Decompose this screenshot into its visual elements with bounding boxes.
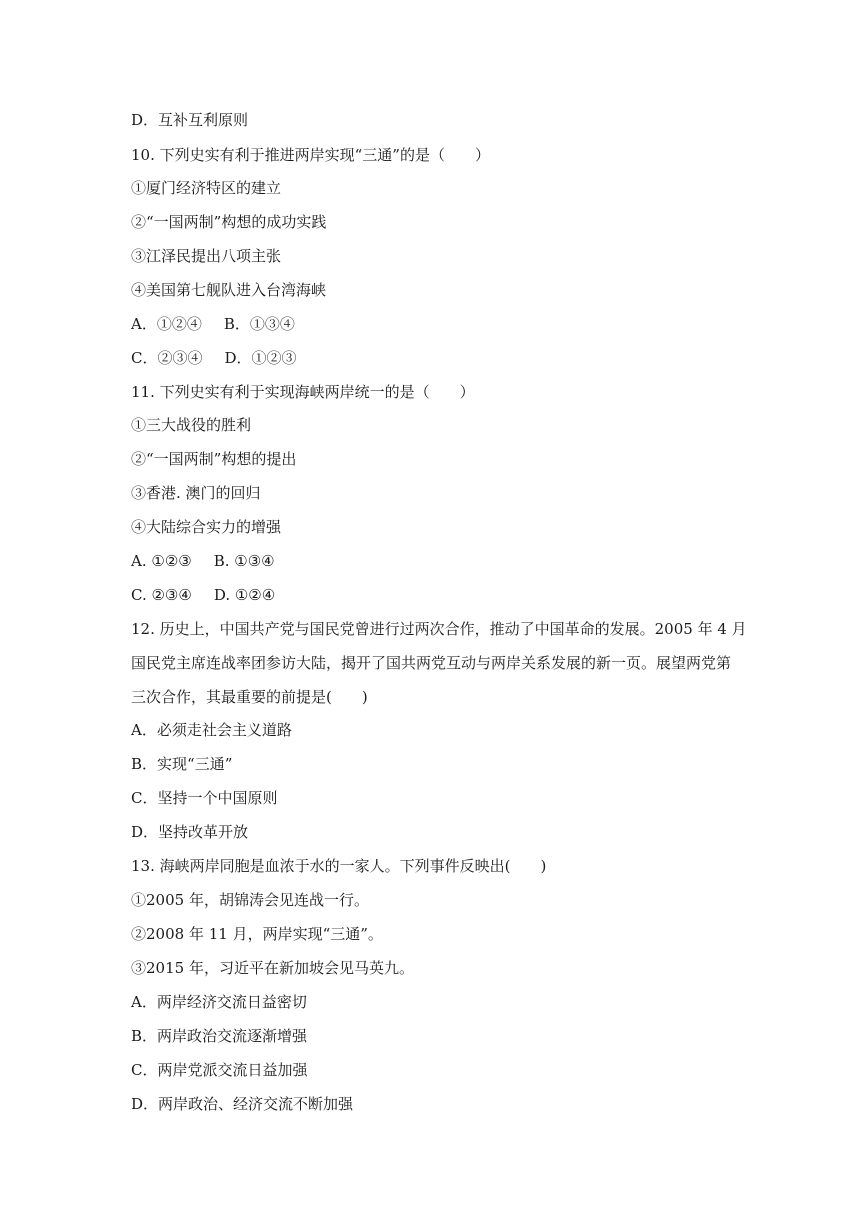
q12-option-a: A．必须走社会主义道路 (131, 721, 292, 739)
option-d-prev: D．互补互利原则 (131, 111, 249, 129)
question-11: 11. 下列史实有利于实现海峡两岸统一的是（ ） (131, 383, 475, 401)
q10-options-cd (131, 348, 297, 368)
q11-item-1: ①三大战役的胜利 (131, 416, 252, 434)
q11-option-c: C. ②③④ (131, 586, 192, 604)
q12-option-d: D．坚持改革开放 (131, 823, 249, 841)
q10-item-4: ④美国第七舰队进入台湾海峡 (131, 281, 327, 299)
q12-option-b: B．实现“三通” (131, 755, 233, 773)
q13-option-c: C．两岸党派交流日益加强 (131, 1061, 308, 1079)
question-12-line-3: 三次合作，其最重要的前提是( ) (131, 688, 368, 706)
question-12-line-1: 12. 历史上，中国共产党与国民党曾进行过两次合作，推动了中国革命的发展。2005 年 4 月 (131, 620, 747, 638)
q13-item-2: ②2008 年 11 月，两岸实现“三通”。 (131, 925, 383, 943)
q13-option-d: D．两岸政治、经济交流不断加强 (131, 1095, 354, 1113)
q11-option-b: B. ①③④ (213, 552, 275, 570)
question-13: 13. 海峡两岸同胞是血浓于水的一家人。下列事件反映出( ) (131, 857, 547, 875)
q10-option-a: A．①②④ (131, 315, 202, 333)
q11-item-4: ④大陆综合实力的增强 (131, 518, 282, 536)
q10-item-3: ③江泽民提出八项主张 (131, 247, 282, 265)
q12-option-c: C．坚持一个中国原则 (131, 789, 278, 807)
q11-options-ab (131, 551, 275, 571)
q10-option-c: C．②③④ (131, 349, 203, 367)
q10-option-b: B．①③④ (223, 315, 295, 333)
question-10: 10. 下列史实有利于推进两岸实现“三通”的是（ ） (131, 146, 490, 164)
q11-item-3: ③香港. 澳门的回归 (131, 484, 261, 502)
q13-option-b: B．两岸政治交流逐渐增强 (131, 1027, 308, 1045)
q11-item-2: ②“一国两制”构想的提出 (131, 450, 297, 468)
q10-options-ab (131, 314, 295, 334)
q10-item-2: ②“一国两制”构想的成功实践 (131, 213, 327, 231)
q13-item-1: ①2005 年，胡锦涛会见连战一行。 (131, 891, 369, 909)
q11-option-d: D. ①②④ (213, 586, 276, 604)
question-12-line-2: 国民党主席连战率团参访大陆，揭开了国共两党互动与两岸关系发展的新一页。展望两党第 (131, 654, 732, 672)
q10-item-1: ①厦门经济特区的建立 (131, 179, 282, 197)
q10-option-d: D．①②③ (224, 349, 297, 367)
q13-option-a: A．两岸经济交流日益密切 (131, 993, 307, 1011)
q13-item-3: ③2015 年，习近平在新加坡会见马英九。 (131, 959, 414, 977)
q11-options-cd (131, 585, 275, 605)
q11-option-a: A. ①②③ (131, 552, 192, 570)
